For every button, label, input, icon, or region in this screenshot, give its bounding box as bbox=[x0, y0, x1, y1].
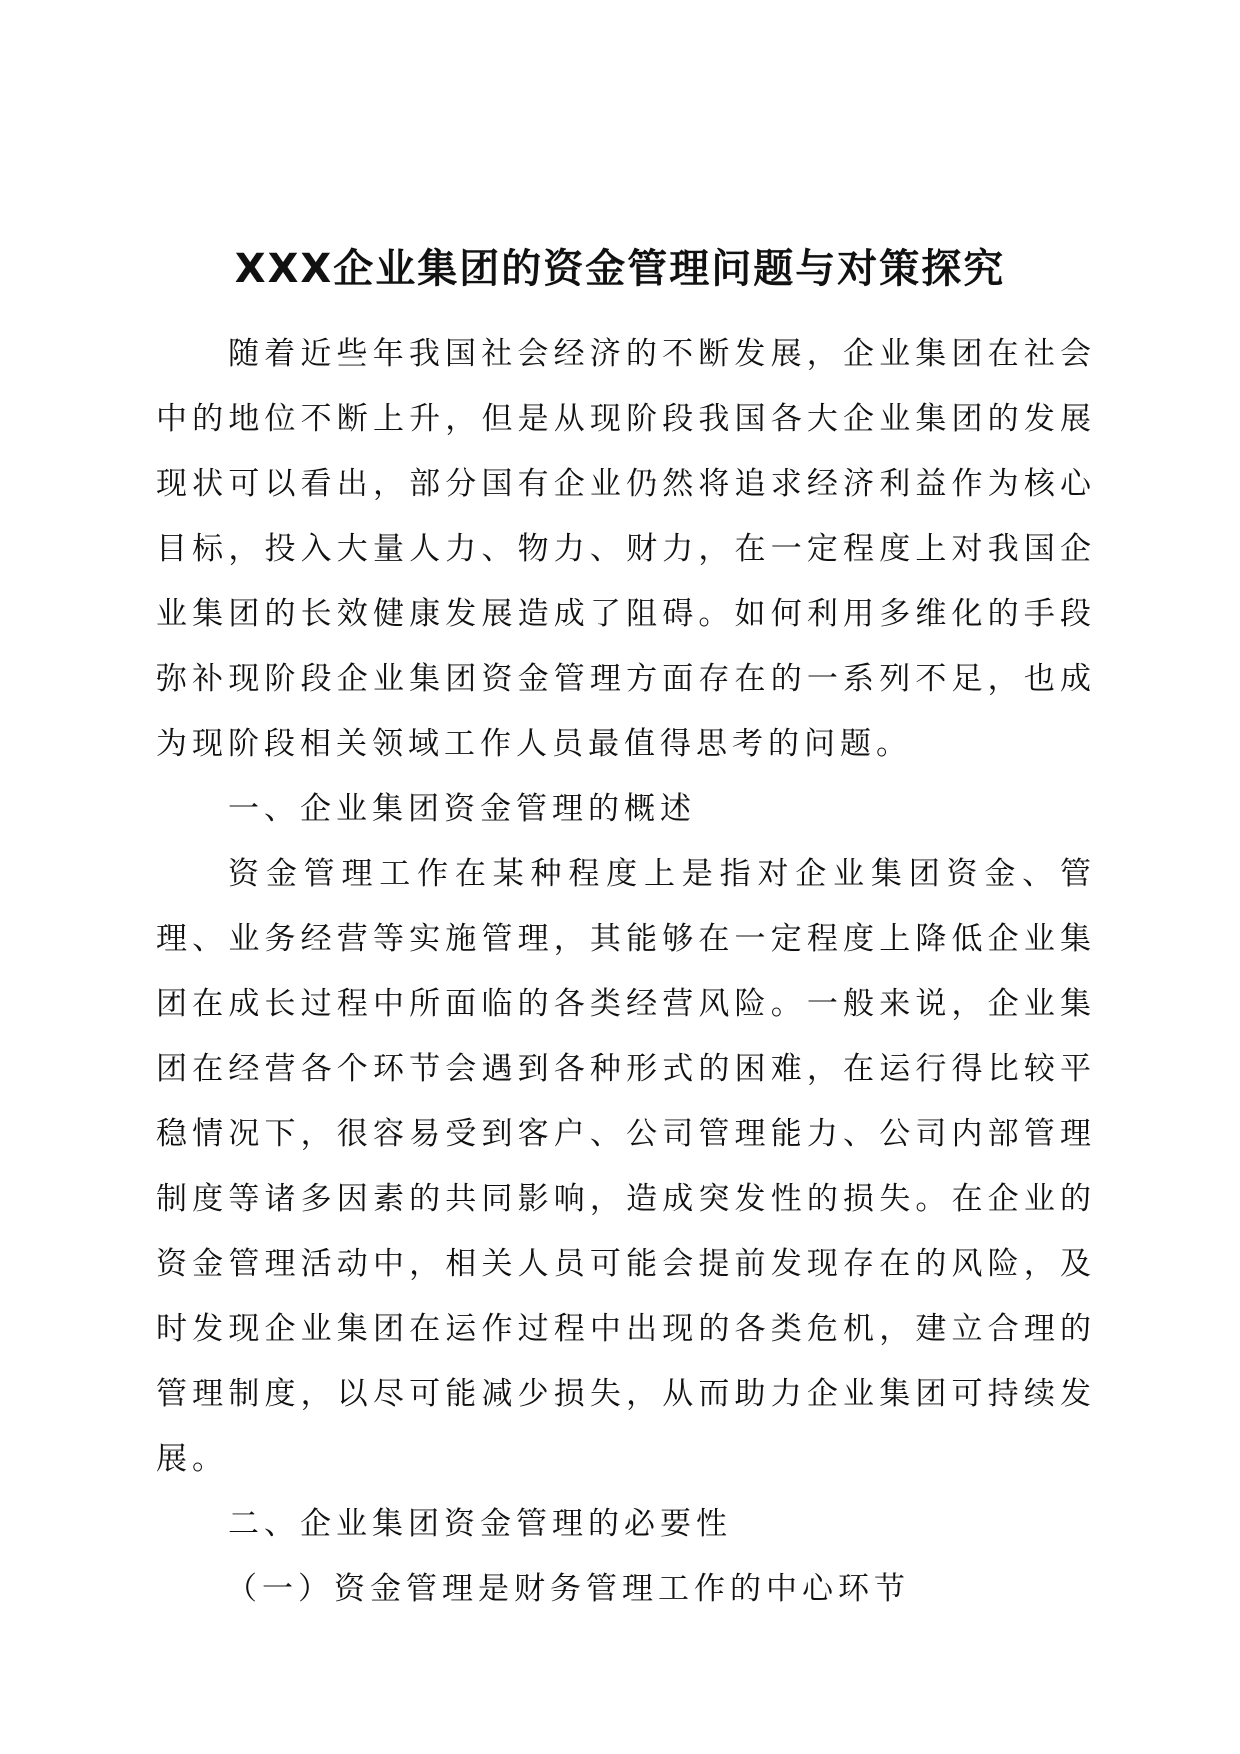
section-heading-1: 一、企业集团资金管理的概述 bbox=[228, 791, 696, 827]
document-body bbox=[156, 322, 1096, 1622]
document-title: XXX企业集团的资金管理问题与对策探究 bbox=[234, 245, 1006, 292]
overview-paragraph: 资金管理工作在某种程度上是指对企业集团资金、管理、业务经营等实施管理，其能够在一定程度上降低企业集团在成长过程中所面临的各类经营风险。一般来说，企业集团在经营各个环节会遇到各种形式的困难，在运行得比较平稳情况下，很容易受到客户、公司管理能力、公司内部管理制度等诸多因素的共同影响，造成突发性的损失。在企业的资金管理活动中，相关人员可能会提前发现存在的风险，及时发现企业集团在运作过程中出现的各类危机，建立合理的管理制度，以尽可能减少损失，从而助力企业集团可持续发展。 bbox=[156, 856, 1096, 1477]
section-heading-2: 二、企业集团资金管理的必要性 bbox=[228, 1506, 732, 1542]
intro-paragraph: 随着近些年我国社会经济的不断发展，企业集团在社会中的地位不断上升，但是从现阶段我国各大企业集团的发展现状可以看出，部分国有企业仍然将追求经济利益作为核心目标，投入大量人力、物力、财力，在一定程度上对我国企业集团的长效健康发展造成了阻碍。如何利用多维化的手段弥补现阶段企业集团资金管理方面存在的一系列不足，也成为现阶段相关领域工作人员最值得思考的问题。 bbox=[156, 336, 1096, 762]
subsection-heading-1: （一）资金管理是财务管理工作的中心环节 bbox=[226, 1571, 910, 1607]
